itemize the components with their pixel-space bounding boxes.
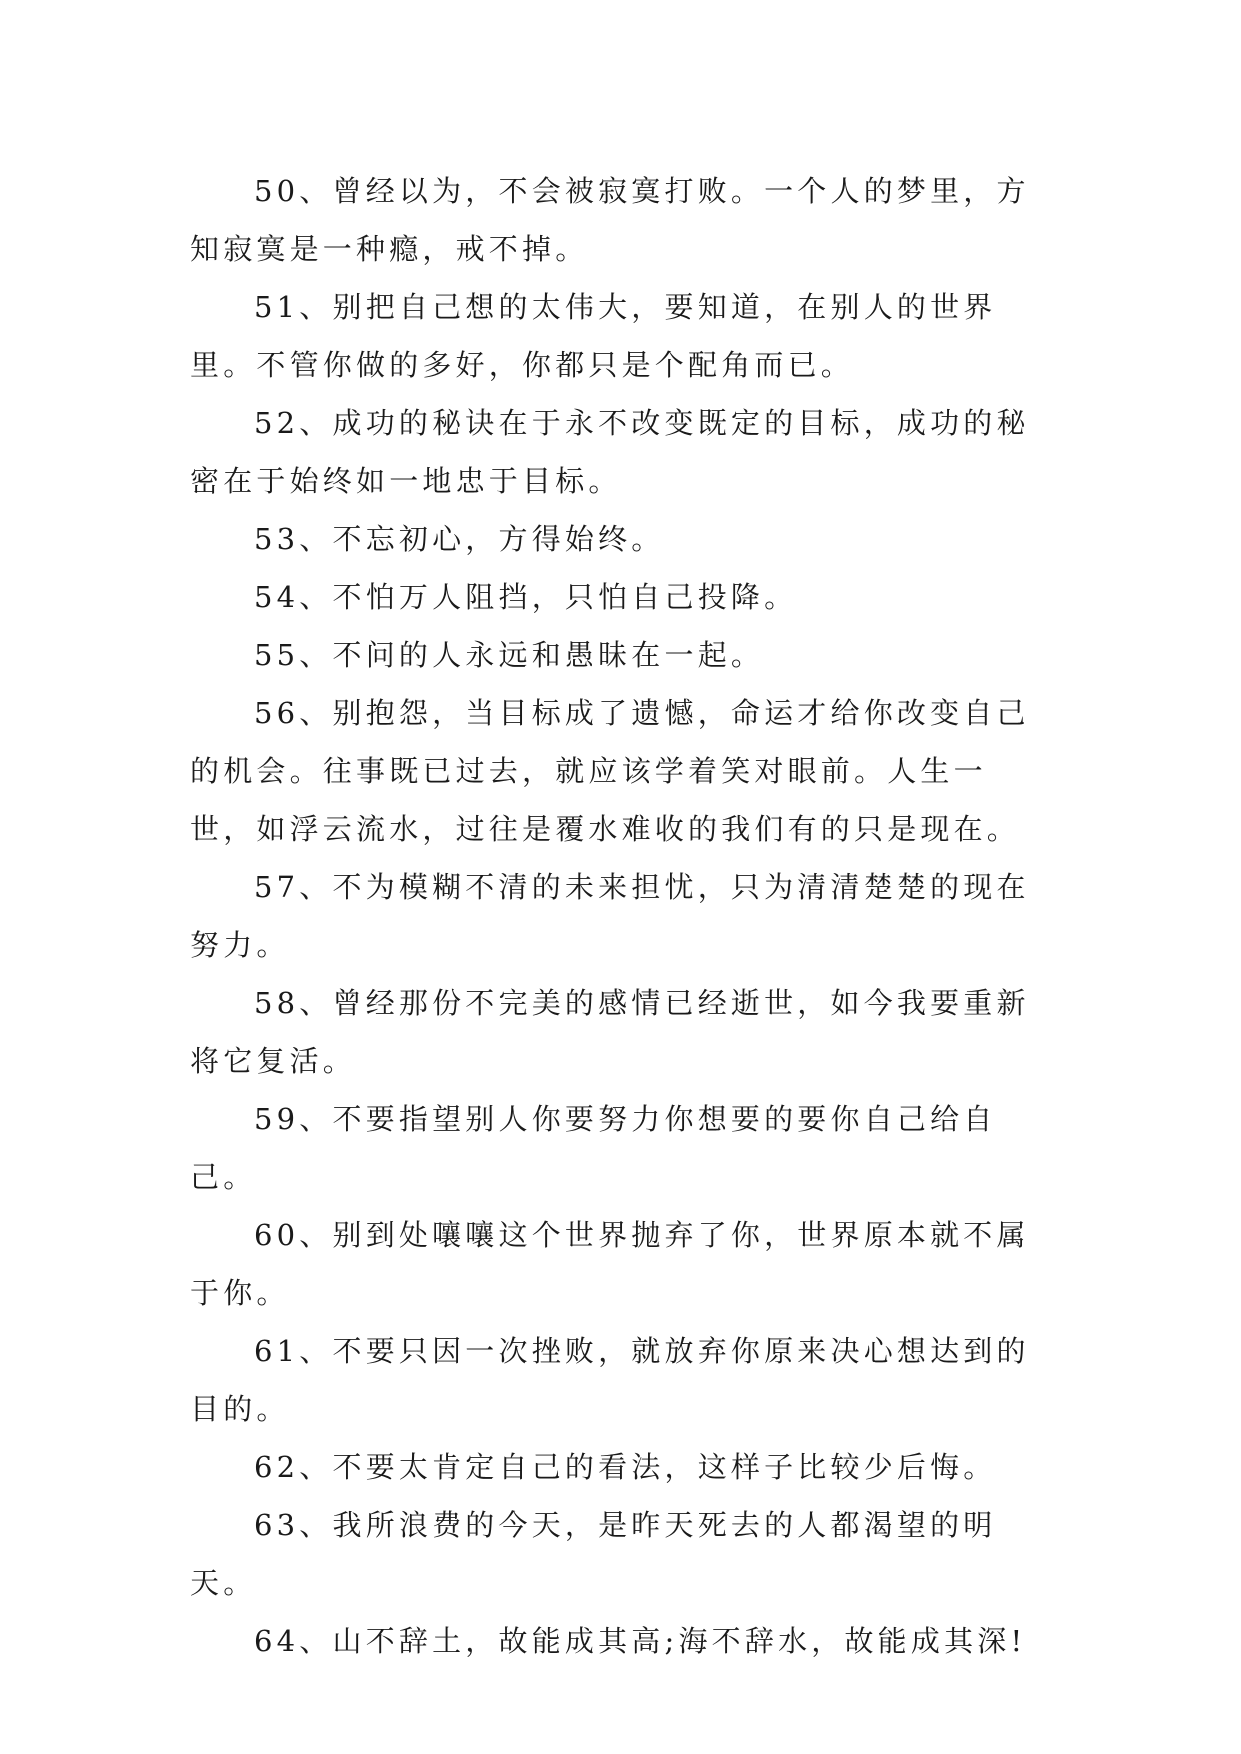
quote-paragraph-62: 62、不要太肯定自己的看法，这样子比较少后悔。 xyxy=(254,1450,997,1484)
quote-paragraph-63: 63、我所浪费的今天，是昨天死去的人都渴望的明天。 xyxy=(190,1508,997,1600)
quote-paragraph-51: 51、别把自己想的太伟大，要知道，在别人的世界里。不管你做的多好，你都只是个配角而已。 xyxy=(190,290,997,382)
quote-paragraph-52: 52、成功的秘诀在于永不改变既定的目标，成功的秘密在于始终如一地忠于目标。 xyxy=(190,406,1030,498)
quote-paragraph-57: 57、不为模糊不清的未来担忧，只为清清楚楚的现在努力。 xyxy=(190,870,1030,962)
quote-paragraph-64: 64、山不辞土，故能成其高;海不辞水，故能成其深! xyxy=(254,1624,1027,1658)
quote-paragraph-59: 59、不要指望别人你要努力你想要的要你自己给自己。 xyxy=(190,1102,997,1194)
quote-paragraph-50: 50、曾经以为，不会被寂寞打败。一个人的梦里，方知寂寞是一种瘾，戒不掉。 xyxy=(190,174,1030,266)
quote-paragraph-61: 61、不要只因一次挫败，就放弃你原来决心想达到的目的。 xyxy=(190,1334,1030,1426)
quote-paragraph-53: 53、不忘初心，方得始终。 xyxy=(254,522,665,556)
quote-paragraph-60: 60、别到处嚷嚷这个世界抛弃了你，世界原本就不属于你。 xyxy=(190,1218,1030,1310)
quote-paragraph-56: 56、别抱怨，当目标成了遗憾，命运才给你改变自己的机会。往事既已过去，就应该学着笑对眼前。人生一世，如浮云流水，过往是覆水难收的我们有的只是现在。 xyxy=(190,696,1030,846)
quote-paragraph-55: 55、不问的人永远和愚昧在一起。 xyxy=(254,638,765,672)
document-body xyxy=(190,162,1050,1670)
quote-paragraph-58: 58、曾经那份不完美的感情已经逝世，如今我要重新将它复活。 xyxy=(190,986,1030,1078)
quote-paragraph-54: 54、不怕万人阻挡，只怕自己投降。 xyxy=(254,580,798,614)
